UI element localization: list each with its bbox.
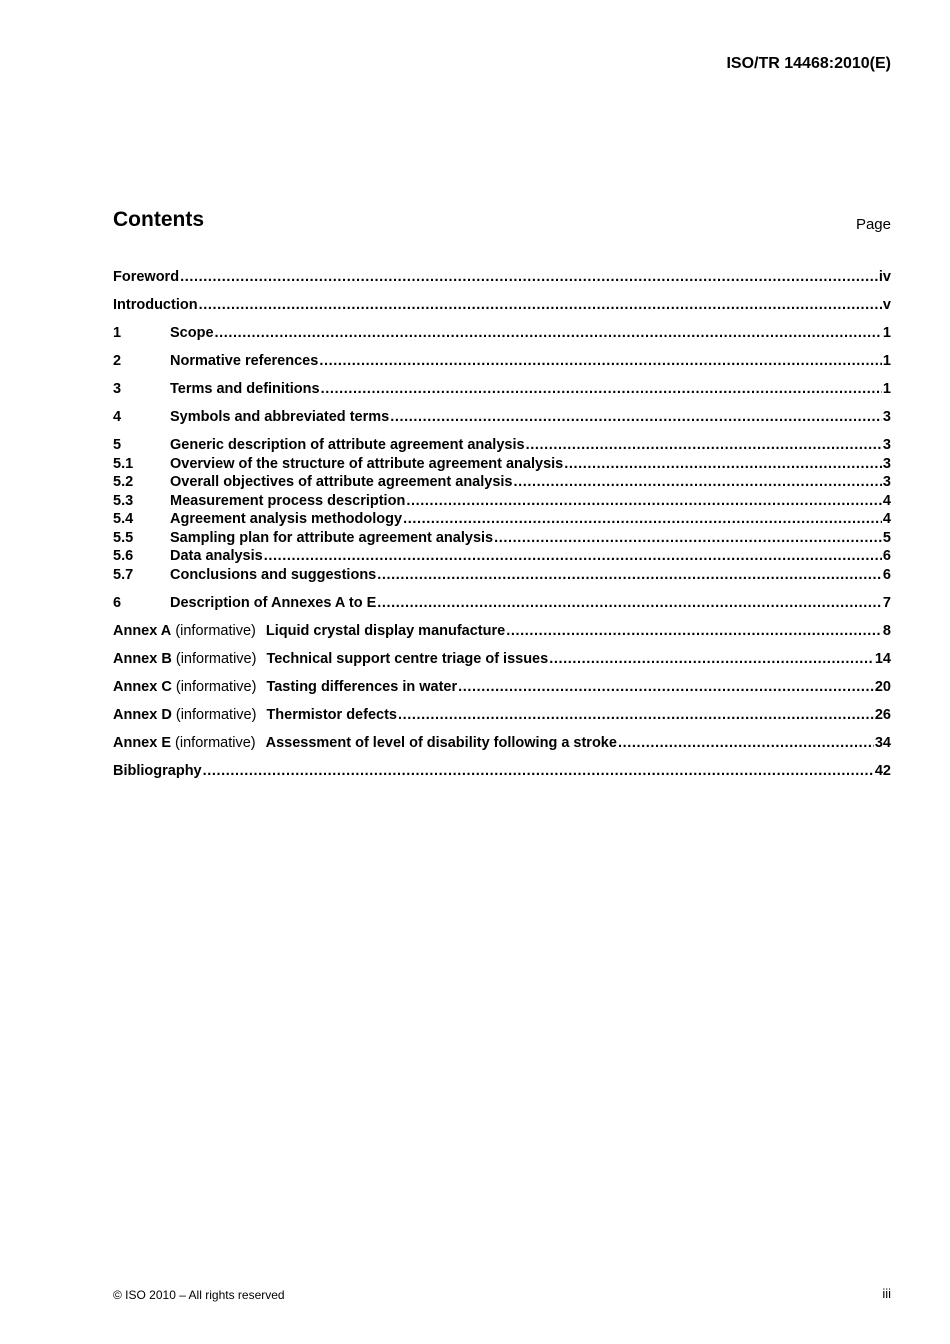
toc-entry-number: 4 xyxy=(113,409,122,425)
toc-entry-page: 20 xyxy=(874,678,891,695)
toc-entry-normative-references[interactable] xyxy=(113,352,891,371)
toc-entry-page: 6 xyxy=(882,548,891,564)
toc-entry-page: 5 xyxy=(882,529,891,546)
toc-entry-page: 1 xyxy=(882,381,891,397)
dot-leader xyxy=(564,455,882,474)
toc-entry-title: Introduction xyxy=(113,297,198,313)
toc-entry-page: 3 xyxy=(882,474,891,490)
page-number: iii xyxy=(882,1286,891,1301)
annex-kind: (informative) xyxy=(175,650,257,667)
dot-leader xyxy=(377,566,882,585)
toc-entry-page: 26 xyxy=(874,706,891,723)
annex-label: Annex A xyxy=(113,622,172,639)
dot-leader xyxy=(618,734,874,753)
toc-entry-title: Description of Annexes A to E xyxy=(170,594,377,611)
toc-entry-title: Overall objectives of attribute agreement analysis xyxy=(170,474,513,490)
dot-leader xyxy=(494,529,882,548)
annex-prefix xyxy=(113,678,256,697)
toc-entry-title: Sampling plan for attribute agreement analysis xyxy=(170,529,494,546)
toc-entry-page: 34 xyxy=(874,734,891,751)
toc-entry-scope[interactable] xyxy=(113,324,891,343)
page-column-label: Page xyxy=(855,216,891,233)
toc-entry-page: 3 xyxy=(882,409,891,425)
dot-leader xyxy=(180,268,878,287)
toc-entry-5-4[interactable] xyxy=(113,510,891,529)
toc-entry-title: Normative references xyxy=(170,353,319,369)
dot-leader xyxy=(506,622,882,641)
toc-entry-number: 3 xyxy=(113,381,122,397)
toc-entry-page: 7 xyxy=(882,594,891,611)
copyright-notice: © ISO 2010 – All rights reserved xyxy=(113,1288,285,1302)
dot-leader xyxy=(403,510,882,529)
toc-entry-number: 1 xyxy=(113,325,122,341)
dot-leader xyxy=(398,706,874,725)
toc-entry-number: 6 xyxy=(113,594,122,611)
toc-entry-title: Terms and definitions xyxy=(170,381,320,397)
toc-entry-page: 1 xyxy=(882,325,891,341)
dot-leader xyxy=(264,547,882,566)
annex-label: Annex B xyxy=(113,650,172,667)
toc-entry-annex-c[interactable] xyxy=(113,678,891,697)
dot-leader xyxy=(199,296,882,315)
annex-kind: (informative) xyxy=(175,734,256,751)
toc-entry-annex-d[interactable] xyxy=(113,706,891,725)
toc-entry-5-7[interactable] xyxy=(113,566,891,585)
toc-entry-number: 5.7 xyxy=(113,566,134,583)
toc-entry-page: 4 xyxy=(882,511,891,527)
toc-entry-page: 14 xyxy=(874,650,891,667)
toc-entry-5-6[interactable] xyxy=(113,547,891,566)
dot-leader xyxy=(319,352,882,371)
toc-entry-page: 3 xyxy=(882,455,891,472)
annex-kind: (informative) xyxy=(175,678,257,695)
dot-leader xyxy=(549,650,874,669)
dot-leader xyxy=(514,473,882,492)
toc-entry-title: Measurement process description xyxy=(170,492,406,509)
toc-entry-terms-definitions[interactable] xyxy=(113,380,891,399)
toc-entry-page: 1 xyxy=(882,353,891,369)
toc-entry-title: Conclusions and suggestions xyxy=(170,566,377,583)
toc-entry-page: 3 xyxy=(882,437,891,453)
dot-leader xyxy=(390,408,882,427)
toc-entry-number: 5.1 xyxy=(113,455,134,472)
document-id: ISO/TR 14468:2010(E) xyxy=(726,55,891,72)
toc-entry-page: 4 xyxy=(882,492,891,509)
toc-entry-number: 5.5 xyxy=(113,529,134,546)
toc-entry-title: Data analysis xyxy=(170,548,263,564)
toc-entry-number: 2 xyxy=(113,353,122,369)
annex-label: Annex D xyxy=(113,706,172,723)
toc-entry-number: 5.6 xyxy=(113,548,134,564)
toc-entry-foreword[interactable] xyxy=(113,268,891,287)
toc-entry-page: 42 xyxy=(874,762,891,779)
toc-entry-number: 5.3 xyxy=(113,492,134,509)
dot-leader xyxy=(203,762,874,781)
toc-entry-title: Scope xyxy=(170,325,214,341)
toc-entry-title: Symbols and abbreviated terms xyxy=(170,409,390,425)
toc-entry-page: 6 xyxy=(882,566,891,583)
table-of-contents xyxy=(113,268,891,780)
toc-entry-title: Tasting differences in water xyxy=(266,678,458,695)
dot-leader xyxy=(406,492,882,511)
annex-label: Annex E xyxy=(113,734,172,751)
toc-entry-annex-e[interactable] xyxy=(113,734,891,753)
dot-leader xyxy=(321,380,882,399)
toc-entry-page: 8 xyxy=(882,622,891,639)
toc-entry-number: 5.4 xyxy=(113,511,134,527)
toc-entry-symbols[interactable] xyxy=(113,408,891,427)
dot-leader xyxy=(377,594,882,613)
annex-kind: (informative) xyxy=(175,706,257,723)
toc-entry-title: Agreement analysis methodology xyxy=(170,511,403,527)
toc-entry-title: Technical support centre triage of issues xyxy=(266,650,549,667)
annex-label: Annex C xyxy=(113,678,172,695)
toc-entry-title: Assessment of level of disability following a stroke xyxy=(265,734,617,751)
annex-prefix xyxy=(113,706,256,725)
toc-entry-5-1[interactable] xyxy=(113,455,891,474)
annex-prefix xyxy=(113,650,256,669)
annex-kind: (informative) xyxy=(175,622,256,639)
toc-entry-page: v xyxy=(882,297,891,313)
contents-heading: Contents xyxy=(113,208,204,231)
annex-prefix xyxy=(113,734,256,753)
toc-entry-title: Overview of the structure of attribute agreement analysis xyxy=(170,455,564,472)
toc-entry-number: 5.2 xyxy=(113,474,134,490)
annex-prefix xyxy=(113,622,256,641)
toc-entry-introduction[interactable] xyxy=(113,296,891,315)
toc-entry-5-3[interactable] xyxy=(113,492,891,511)
toc-entry-title: Bibliography xyxy=(113,762,202,779)
toc-entry-title: Foreword xyxy=(113,269,180,285)
dot-leader xyxy=(526,436,882,455)
dot-leader xyxy=(458,678,874,697)
toc-entry-annex-b[interactable] xyxy=(113,650,891,669)
toc-entry-generic-description[interactable] xyxy=(113,436,891,455)
toc-entry-title: Thermistor defects xyxy=(266,706,397,723)
toc-entry-title: Generic description of attribute agreement analysis xyxy=(170,437,525,453)
toc-entry-5-2[interactable] xyxy=(113,473,891,492)
toc-entry-bibliography[interactable] xyxy=(113,762,891,781)
toc-entry-page: iv xyxy=(878,269,891,285)
toc-entry-description-annexes[interactable] xyxy=(113,594,891,613)
toc-entry-title: Liquid crystal display manufacture xyxy=(265,622,506,639)
toc-entry-number: 5 xyxy=(113,437,122,453)
dot-leader xyxy=(215,324,882,343)
toc-entry-annex-a[interactable] xyxy=(113,622,891,641)
toc-entry-5-5[interactable] xyxy=(113,529,891,548)
